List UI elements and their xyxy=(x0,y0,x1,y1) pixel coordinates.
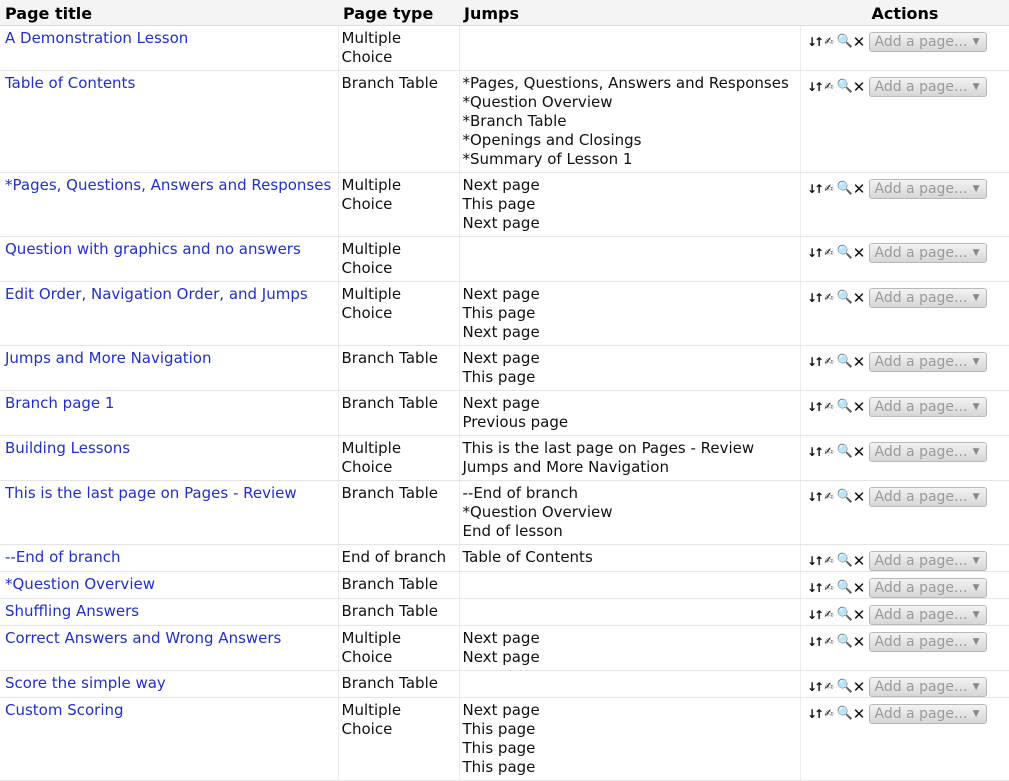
preview-icon[interactable]: 🔍 xyxy=(836,290,853,305)
preview-icon[interactable]: 🔍 xyxy=(836,354,853,369)
jump-item: This page xyxy=(462,758,536,776)
jump-item: Table of Contents xyxy=(462,548,593,566)
page-title-cell xyxy=(0,391,338,436)
jump-item: *Branch Table xyxy=(462,112,567,130)
jumps-cell xyxy=(459,237,800,282)
table-row xyxy=(0,545,1009,572)
table-row xyxy=(0,346,1009,391)
preview-icon[interactable]: 🔍 xyxy=(836,607,853,622)
jumps-cell xyxy=(459,698,800,781)
chevron-down-icon: ▼ xyxy=(972,37,980,47)
jump-item: *Summary of Lesson 1 xyxy=(462,150,633,168)
actions-cell xyxy=(800,346,1009,391)
action-icons xyxy=(807,443,867,462)
jump-item: End of lesson xyxy=(462,522,563,540)
delete-icon[interactable]: ✕ xyxy=(852,633,866,651)
chevron-down-icon: ▼ xyxy=(972,637,980,647)
add-page-select[interactable] xyxy=(869,704,987,724)
action-icons xyxy=(807,180,867,199)
page-type-cell: Multiple Choice xyxy=(338,436,459,481)
page-title-cell xyxy=(0,626,338,671)
edit-icon[interactable]: ✍ xyxy=(824,445,834,458)
jumps-cell xyxy=(459,26,800,71)
page-title-link[interactable]: This is the last page on Pages - Review xyxy=(5,484,297,502)
edit-icon[interactable]: ✍ xyxy=(824,635,834,648)
move-icon[interactable]: ↓↑ xyxy=(806,80,822,94)
preview-icon[interactable]: 🔍 xyxy=(836,444,853,459)
page-title-cell xyxy=(0,436,338,481)
actions-cell xyxy=(800,481,1009,545)
page-type-cell: End of branch xyxy=(338,545,459,572)
chevron-down-icon: ▼ xyxy=(972,184,980,194)
jump-item: Next page xyxy=(462,214,540,232)
page-title-link[interactable]: Edit Order, Navigation Order, and Jumps xyxy=(5,285,308,303)
action-icons xyxy=(807,633,867,652)
add-page-label: Add a page... xyxy=(874,679,968,695)
move-icon[interactable]: ↓↑ xyxy=(806,445,822,459)
jump-item: This page xyxy=(462,195,536,213)
jump-item: *Question Overview xyxy=(462,93,613,111)
actions-cell xyxy=(800,599,1009,626)
page-title-link[interactable]: Correct Answers and Wrong Answers xyxy=(5,629,282,647)
jump-item: This is the last page on Pages - Review xyxy=(462,439,755,457)
page-title-link[interactable]: --End of branch xyxy=(5,548,121,566)
page-type-cell: Branch Table xyxy=(338,572,459,599)
jumps-cell xyxy=(459,572,800,599)
edit-icon[interactable]: ✍ xyxy=(824,581,834,594)
add-page-label: Add a page... xyxy=(874,245,968,261)
add-page-label: Add a page... xyxy=(874,354,968,370)
delete-icon[interactable]: ✕ xyxy=(852,33,866,51)
edit-icon[interactable]: ✍ xyxy=(824,490,834,503)
add-page-select[interactable] xyxy=(869,179,987,199)
edit-icon[interactable]: ✍ xyxy=(824,355,834,368)
table-row xyxy=(0,671,1009,698)
move-icon[interactable]: ↓↑ xyxy=(806,581,822,595)
chevron-down-icon: ▼ xyxy=(972,610,980,620)
action-icons xyxy=(807,398,867,417)
chevron-down-icon: ▼ xyxy=(972,82,980,92)
actions-cell xyxy=(800,173,1009,237)
column-header-jumps: Jumps xyxy=(459,0,800,26)
page-title-link[interactable]: *Question Overview xyxy=(5,575,155,593)
action-icons xyxy=(807,289,867,308)
page-title-cell xyxy=(0,572,338,599)
delete-icon[interactable]: ✕ xyxy=(852,289,866,307)
page-type-cell: Multiple Choice xyxy=(338,626,459,671)
jump-item: Next page xyxy=(462,349,540,367)
chevron-down-icon: ▼ xyxy=(972,583,980,593)
table-row xyxy=(0,436,1009,481)
action-icons xyxy=(807,353,867,372)
delete-icon[interactable]: ✕ xyxy=(852,552,866,570)
add-page-select[interactable] xyxy=(869,32,987,52)
move-icon[interactable]: ↓↑ xyxy=(806,355,822,369)
preview-icon[interactable]: 🔍 xyxy=(836,489,853,504)
page-title-cell xyxy=(0,481,338,545)
jumps-cell xyxy=(459,481,800,545)
add-page-label: Add a page... xyxy=(874,290,968,306)
jumps-cell xyxy=(459,626,800,671)
preview-icon[interactable]: 🔍 xyxy=(836,706,853,721)
action-icons xyxy=(807,488,867,507)
delete-icon[interactable]: ✕ xyxy=(852,78,866,96)
page-title-link[interactable]: Branch page 1 xyxy=(5,394,115,412)
move-icon[interactable]: ↓↑ xyxy=(806,608,822,622)
jumps-cell xyxy=(459,346,800,391)
preview-icon[interactable]: 🔍 xyxy=(836,399,853,414)
page-type-cell: Branch Table xyxy=(338,599,459,626)
actions-cell xyxy=(800,391,1009,436)
page-type-cell: Multiple Choice xyxy=(338,698,459,781)
add-page-select[interactable] xyxy=(869,487,987,507)
jump-item: Next page xyxy=(462,394,540,412)
preview-icon[interactable]: 🔍 xyxy=(836,245,853,260)
delete-icon[interactable]: ✕ xyxy=(852,678,866,696)
preview-icon[interactable]: 🔍 xyxy=(836,181,853,196)
jumps-cell xyxy=(459,282,800,346)
add-page-label: Add a page... xyxy=(874,34,968,50)
page-title-cell xyxy=(0,173,338,237)
actions-cell xyxy=(800,626,1009,671)
move-icon[interactable]: ↓↑ xyxy=(806,182,822,196)
page-type-cell: Multiple Choice xyxy=(338,237,459,282)
add-page-label: Add a page... xyxy=(874,580,968,596)
column-header-actions: Actions xyxy=(800,0,1009,26)
page-type-cell: Branch Table xyxy=(338,671,459,698)
edit-icon[interactable]: ✍ xyxy=(824,80,834,93)
chevron-down-icon: ▼ xyxy=(972,357,980,367)
preview-icon[interactable]: 🔍 xyxy=(836,34,853,49)
jump-item: Jumps and More Navigation xyxy=(462,458,669,476)
jump-item: Previous page xyxy=(462,413,569,431)
preview-icon[interactable]: 🔍 xyxy=(836,580,853,595)
add-page-select[interactable] xyxy=(869,77,987,97)
jump-item: Next page xyxy=(462,648,540,666)
page-title-link[interactable]: Custom Scoring xyxy=(5,701,124,719)
edit-icon[interactable]: ✍ xyxy=(824,608,834,621)
page-type-cell: Multiple Choice xyxy=(338,282,459,346)
add-page-select[interactable] xyxy=(869,677,987,697)
table-row xyxy=(0,698,1009,781)
page-title-link[interactable]: A Demonstration Lesson xyxy=(5,29,189,47)
action-icons xyxy=(807,705,867,724)
chevron-down-icon: ▼ xyxy=(972,709,980,719)
jump-item: This page xyxy=(462,368,536,386)
chevron-down-icon: ▼ xyxy=(972,293,980,303)
jumps-cell xyxy=(459,599,800,626)
delete-icon[interactable]: ✕ xyxy=(852,443,866,461)
edit-icon[interactable]: ✍ xyxy=(824,35,834,48)
chevron-down-icon: ▼ xyxy=(972,682,980,692)
delete-icon[interactable]: ✕ xyxy=(852,398,866,416)
action-icons xyxy=(807,678,867,697)
page-title-cell xyxy=(0,698,338,781)
jump-item: Next page xyxy=(462,629,540,647)
add-page-select[interactable] xyxy=(869,605,987,625)
jump-item: This page xyxy=(462,739,536,757)
page-type-cell: Branch Table xyxy=(338,346,459,391)
chevron-down-icon: ▼ xyxy=(972,492,980,502)
table-row xyxy=(0,237,1009,282)
actions-cell xyxy=(800,71,1009,173)
page-type-cell: Branch Table xyxy=(338,481,459,545)
add-page-label: Add a page... xyxy=(874,706,968,722)
page-title-cell xyxy=(0,599,338,626)
preview-icon[interactable]: 🔍 xyxy=(836,79,853,94)
page-title-cell xyxy=(0,282,338,346)
preview-icon[interactable]: 🔍 xyxy=(836,553,853,568)
add-page-label: Add a page... xyxy=(874,444,968,460)
jump-item: This page xyxy=(462,304,536,322)
delete-icon[interactable]: ✕ xyxy=(852,180,866,198)
page-title-link[interactable]: Shuffling Answers xyxy=(5,602,140,620)
add-page-select[interactable] xyxy=(869,288,987,308)
chevron-down-icon: ▼ xyxy=(972,248,980,258)
table-row xyxy=(0,282,1009,346)
add-page-select[interactable] xyxy=(869,578,987,598)
jump-item: Next page xyxy=(462,701,540,719)
action-icons xyxy=(807,244,867,263)
edit-icon[interactable]: ✍ xyxy=(824,554,834,567)
jumps-cell xyxy=(459,545,800,572)
add-page-label: Add a page... xyxy=(874,399,968,415)
add-page-label: Add a page... xyxy=(874,181,968,197)
add-page-label: Add a page... xyxy=(874,607,968,623)
edit-icon[interactable]: ✍ xyxy=(824,182,834,195)
delete-icon[interactable]: ✕ xyxy=(852,244,866,262)
action-icons xyxy=(807,606,867,625)
action-icons xyxy=(807,579,867,598)
move-icon[interactable]: ↓↑ xyxy=(806,680,822,694)
chevron-down-icon: ▼ xyxy=(972,402,980,412)
move-icon[interactable]: ↓↑ xyxy=(806,707,822,721)
move-icon[interactable]: ↓↑ xyxy=(806,246,822,260)
page-title-cell xyxy=(0,346,338,391)
jumps-cell xyxy=(459,71,800,173)
page-type-cell: Multiple Choice xyxy=(338,26,459,71)
add-page-select[interactable] xyxy=(869,243,987,263)
jump-item: This page xyxy=(462,720,536,738)
jump-item: Next page xyxy=(462,176,540,194)
actions-cell xyxy=(800,26,1009,71)
page-title-cell xyxy=(0,671,338,698)
jump-item: --End of branch xyxy=(462,484,578,502)
page-type-cell: Branch Table xyxy=(338,71,459,173)
delete-icon[interactable]: ✕ xyxy=(852,606,866,624)
page-title-cell xyxy=(0,26,338,71)
move-icon[interactable]: ↓↑ xyxy=(806,400,822,414)
action-icons xyxy=(807,552,867,571)
edit-icon[interactable]: ✍ xyxy=(824,246,834,259)
move-icon[interactable]: ↓↑ xyxy=(806,554,822,568)
jump-item: *Pages, Questions, Answers and Responses xyxy=(462,74,789,92)
table-header-row xyxy=(0,0,1009,26)
jumps-cell xyxy=(459,391,800,436)
jump-item: Next page xyxy=(462,285,540,303)
jump-item: *Question Overview xyxy=(462,503,613,521)
page-title-link[interactable]: Building Lessons xyxy=(5,439,131,457)
edit-icon[interactable]: ✍ xyxy=(824,400,834,413)
page-title-link[interactable]: Table of Contents xyxy=(5,74,136,92)
delete-icon[interactable]: ✕ xyxy=(852,705,866,723)
table-row xyxy=(0,599,1009,626)
actions-cell xyxy=(800,545,1009,572)
table-body xyxy=(0,26,1009,781)
add-page-select[interactable] xyxy=(869,551,987,571)
add-page-select[interactable] xyxy=(869,442,987,462)
add-page-select[interactable] xyxy=(869,632,987,652)
page-title-link[interactable]: Jumps and More Navigation xyxy=(5,349,212,367)
jumps-cell xyxy=(459,173,800,237)
table-row xyxy=(0,481,1009,545)
action-icons xyxy=(807,78,867,97)
edit-icon[interactable]: ✍ xyxy=(824,680,834,693)
delete-icon[interactable]: ✕ xyxy=(852,353,866,371)
move-icon[interactable]: ↓↑ xyxy=(806,291,822,305)
jumps-cell xyxy=(459,436,800,481)
table-row xyxy=(0,572,1009,599)
add-page-label: Add a page... xyxy=(874,79,968,95)
edit-icon[interactable]: ✍ xyxy=(824,291,834,304)
page-title-link[interactable]: Question with graphics and no answers xyxy=(5,240,301,258)
move-icon[interactable]: ↓↑ xyxy=(806,35,822,49)
add-page-label: Add a page... xyxy=(874,489,968,505)
add-page-label: Add a page... xyxy=(874,553,968,569)
jump-item: Next page xyxy=(462,323,540,341)
chevron-down-icon: ▼ xyxy=(972,447,980,457)
preview-icon[interactable]: 🔍 xyxy=(836,634,853,649)
page-type-cell: Branch Table xyxy=(338,391,459,436)
preview-icon[interactable]: 🔍 xyxy=(836,679,853,694)
actions-cell xyxy=(800,671,1009,698)
move-icon[interactable]: ↓↑ xyxy=(806,635,822,649)
add-page-select[interactable] xyxy=(869,397,987,417)
table-row xyxy=(0,71,1009,173)
column-header-type: Page type xyxy=(338,0,459,26)
actions-cell xyxy=(800,698,1009,781)
chevron-down-icon: ▼ xyxy=(972,556,980,566)
actions-cell xyxy=(800,572,1009,599)
move-icon[interactable]: ↓↑ xyxy=(806,490,822,504)
edit-icon[interactable]: ✍ xyxy=(824,707,834,720)
action-icons xyxy=(807,33,867,52)
add-page-label: Add a page... xyxy=(874,634,968,650)
jump-item: *Openings and Closings xyxy=(462,131,642,149)
column-header-title: Page title xyxy=(0,0,338,26)
table-row xyxy=(0,26,1009,71)
delete-icon[interactable]: ✕ xyxy=(852,579,866,597)
page-title-link[interactable]: Score the simple way xyxy=(5,674,166,692)
jumps-cell xyxy=(459,671,800,698)
actions-cell xyxy=(800,282,1009,346)
table-row xyxy=(0,391,1009,436)
actions-cell xyxy=(800,436,1009,481)
page-title-cell xyxy=(0,237,338,282)
actions-cell xyxy=(800,237,1009,282)
table-row xyxy=(0,173,1009,237)
page-title-link[interactable]: *Pages, Questions, Answers and Responses xyxy=(5,176,332,194)
delete-icon[interactable]: ✕ xyxy=(852,488,866,506)
page-type-cell: Multiple Choice xyxy=(338,173,459,237)
page-title-cell xyxy=(0,545,338,572)
add-page-select[interactable] xyxy=(869,352,987,372)
table-row xyxy=(0,626,1009,671)
page-title-cell xyxy=(0,71,338,173)
